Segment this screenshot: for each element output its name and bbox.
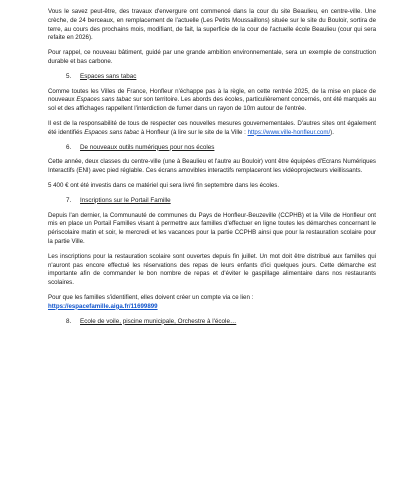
section-title: Ecole de voile, piscine municipale, Orchestre à l'école… bbox=[80, 317, 237, 325]
section-heading-outils-numeriques bbox=[66, 144, 376, 153]
paragraph-portail: Depuis l'an dernier, la Communauté de communes du Pays de Honfleur-Beuzeville (CCPHB) et la Ville de Honfleur ont mis en place un Portail Familles visant à permettre aux familles d'effectuer en ligne toutes les démarches concernant le périscolaire matin et soir, le mercredi et les vacances pour la partie CCPHB ainsi que pour la restauration scolaire pour la partie Ville. bbox=[48, 211, 376, 245]
section-number: 8. bbox=[66, 317, 72, 325]
espace-famille-link[interactable]: https://espacefamille.aiga.fr/11699899 bbox=[48, 302, 158, 310]
section-number: 7. bbox=[66, 196, 72, 204]
section-heading-espaces-sans-tabac bbox=[66, 73, 376, 82]
paragraph-investissement: 5 400 € ont été investis dans ce matériel qui sera livré fin septembre dans les écoles. bbox=[48, 181, 280, 189]
section-number: 5. bbox=[66, 72, 72, 80]
ville-honfleur-link[interactable]: https://www.ville-honfleur.com/ bbox=[247, 128, 331, 136]
paragraph-espaces-sans-tabac: Comme toutes les Villes de France, Honfleur n'échappe pas à la règle, en cette rentrée 2025, de la mise en place de nouveaux Espaces sans tabac sur son territoire. Les abords des écoles, particulièrement concernés, ont été marqués au sol et des affichages rappellent l'interdiction de fumer dans un rayon de 10m autour de l'entrée. bbox=[48, 87, 376, 113]
paragraph-batiment: Pour rappel, ce nouveau bâtiment, guidé par une grande ambition environnementale, sera un exemple de construction durable et bas carbone. bbox=[48, 49, 376, 65]
section-title: Espaces sans tabac bbox=[80, 72, 137, 80]
document-page bbox=[48, 8, 376, 332]
section-title: Inscriptions sur le Portail Famille bbox=[80, 196, 171, 204]
paragraph-responsabilite: Il est de la responsabilité de tous de respecter ces nouvelles mesures gouvernementales. D'autres sites ont également été identifiés Espaces sans tabac à Honfleur (à lire sur le site de la Ville : https://www.ville-honfleur.com/). bbox=[48, 119, 376, 136]
paragraph-creche: Vous le savez peut-être, des travaux d'envergure ont commencé dans la cour du site Beaulieu, en centre-ville. Une crèche, de 24 berceaux, en remplacement de l'actuelle (Les Petits Moussaillons) située sur le site du Bouloir, sortira de terre, au cours des prochains mois, modifiant, de fait, la superficie de la cour de l'actuelle école Beaulieu (cour qui sera refaite en 2026). bbox=[48, 8, 376, 42]
paragraph-inscriptions: Les inscriptions pour la restauration scolaire sont ouvertes depuis fin juillet. Un mot doit être distribué aux familles qui n'auront pas encore effectué les réservations des repas de leurs enfants d'ici quelques jours. Cette démarche est importante afin de commander le bon nombre de repas et d'éviter le gaspillage alimentaire dans nos restaurants scolaires. bbox=[48, 252, 376, 287]
paragraph-compte: Pour que les familles s'identifient, elles doivent créer un compte via ce lien : https://espacefamille.aiga.fr/11699899 bbox=[48, 293, 254, 310]
section-title: De nouveaux outils numériques pour nos écoles bbox=[80, 143, 215, 151]
section-number: 6. bbox=[66, 143, 72, 151]
section-heading-ecole-de-voile bbox=[66, 318, 376, 327]
section-heading-portail-famille bbox=[66, 197, 376, 206]
paragraph-ecrans: Cette année, deux classes du centre-ville (une à Beaulieu et l'autre au Bouloir) vont être équipées d'Ecrans Numériques Interactifs (ENI) avec pied réglable. Ces écrans amovibles interactifs remplaceront les vidéoprojecteurs vieillissants. bbox=[48, 158, 376, 175]
